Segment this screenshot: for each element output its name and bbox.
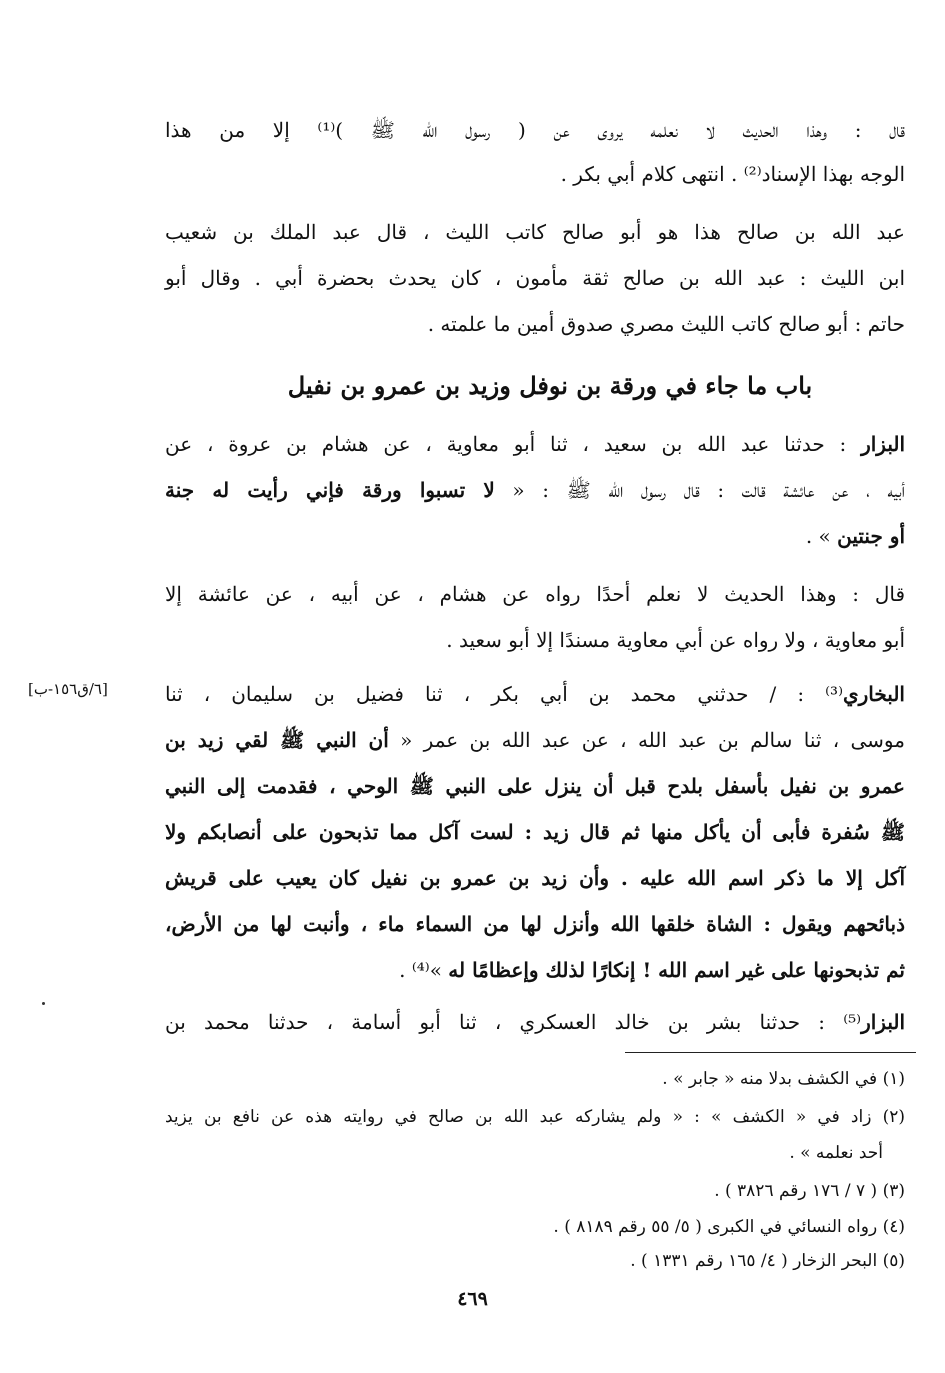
para5-line4: ﷺ سُفرة فأبى أن يأكل منها ثم قال زيد : لست آكل مما تذبحون على أنصابكم ولا xyxy=(165,820,905,844)
para5-line7-text: »⁽⁴⁾ . xyxy=(399,958,449,982)
para5-line3: عمرو بن نفيل بأسفل بلدح قبل أن ينزل على النبي ﷺ الوحي ، فقدمت إلى النبي xyxy=(165,774,905,798)
footnote-1: (١) في الكشف بدلا منه « جابر » . xyxy=(662,1069,905,1089)
para5-line1 xyxy=(165,672,905,716)
para5-line2-text: موسى ، ثنا سالم بن عبد الله ، عن عبد الله بن عمر « xyxy=(388,728,905,752)
page-number: ٤٦٩ xyxy=(457,1288,488,1310)
para2-line2: ابن الليث : عبد الله بن صالح ثقة مأمون ، كان يحدث بحضرة أبي . وقال أبو xyxy=(165,266,905,290)
para6-line1-text: ⁽⁵⁾ : حدثنا بشر بن خالد العسكري ، ثنا أبو أسامة ، حدثنا محمد بن xyxy=(165,1010,862,1034)
narrator-name: البزار xyxy=(861,1010,905,1034)
para5-line7 xyxy=(165,948,905,992)
para3-line1 xyxy=(165,422,905,466)
para2-line3: حاتم : أبو صالح كاتب الليث مصري صدوق أمين ما علمته . xyxy=(427,312,905,336)
para5-line1-text: ⁽³⁾ : / حدثني محمد بن أبي بكر ، ثنا فضيل بن سليمان ، ثنا xyxy=(165,682,843,706)
para3-line2 xyxy=(165,468,905,512)
footnote-4: (٤) رواه النسائي في الكبرى ( ٥/ ٥٥ رقم ٨١٨٩ ) . xyxy=(553,1217,905,1237)
hadith-text: لا تسبوا ورقة فإني رأيت له جنة xyxy=(165,478,495,502)
footnote-separator xyxy=(625,1052,916,1053)
para5-line6: ذبائحهم ويقول : الشاة خلقها الله وأنزل لها من السماء ماء ، وأنبت لها من الأرض، xyxy=(165,912,905,936)
para1-line2: الوجه بهذا الإسناد⁽²⁾ . انتهى كلام أبي بكر . xyxy=(560,162,905,186)
para6-line1 xyxy=(165,1000,905,1044)
para4-line2: أبو معاوية ، ولا رواه عن أبي معاوية مسندًا إلا أبو سعيد . xyxy=(446,628,905,652)
footnote-5: (٥) البحر الزخار ( ٤/ ١٦٥ رقم ١٣٣١ ) . xyxy=(630,1251,905,1271)
hadith-text: ثم تذبحونها على غير اسم الله ! إنكارًا لذلك وإعظامًا له xyxy=(448,958,905,982)
footnote-3: (٣) ( ٧ / ١٧٦ رقم ٣٨٢٦ ) . xyxy=(714,1181,905,1201)
para5-line2 xyxy=(165,718,905,762)
footnote-2-cont: أحد نعلمه » . xyxy=(789,1143,883,1163)
manuscript-folio-note: [٦/ق١٥٦-ب] xyxy=(28,680,108,698)
para3-line2-text: أبيه ، عن عائشة قالت : قال رسول الله ﷺ : « xyxy=(494,478,905,502)
para3-line3 xyxy=(165,514,905,558)
para3-line3-text: » . xyxy=(805,524,838,548)
para2-line1: عبد الله بن صالح هذا هو أبو صالح كاتب الليث ، قال عبد الملك بن شعيب xyxy=(165,220,905,244)
para4-line1: قال : وهذا الحديث لا نعلم أحدًا رواه عن هشام ، عن أبيه ، عن عائشة إلا xyxy=(165,582,905,606)
section-heading: باب ما جاء في ورقة بن نوفل وزيد بن عمرو بن نفيل xyxy=(287,371,813,400)
hadith-text: أو جنتين xyxy=(837,524,905,548)
para1-line1: قال : وهذا الحديث لا نعلمه يروى عن ( رسول الله ﷺ )⁽¹⁾ إلا من هذا xyxy=(165,118,905,142)
stray-mark xyxy=(42,1002,45,1005)
para3-line1-text: : حدثنا عبد الله بن سعيد ، ثنا أبو معاوية ، عن هشام بن عروة ، عن xyxy=(165,432,862,456)
hadith-text: أن النبي ﷺ لقي زيد بن xyxy=(165,728,389,752)
para5-line5: آكل إلا ما ذكر اسم الله عليه . وأن زيد بن عمرو بن نفيل كان يعيب على قريش xyxy=(165,866,905,890)
footnote-2: (٢) زاد في « الكشف » : « ولم يشاركه عبد الله بن صالح في روايته هذه عن نافع بن يزيد xyxy=(165,1107,905,1127)
narrator-name: البزار xyxy=(861,432,905,456)
narrator-name: البخاري xyxy=(842,682,905,706)
